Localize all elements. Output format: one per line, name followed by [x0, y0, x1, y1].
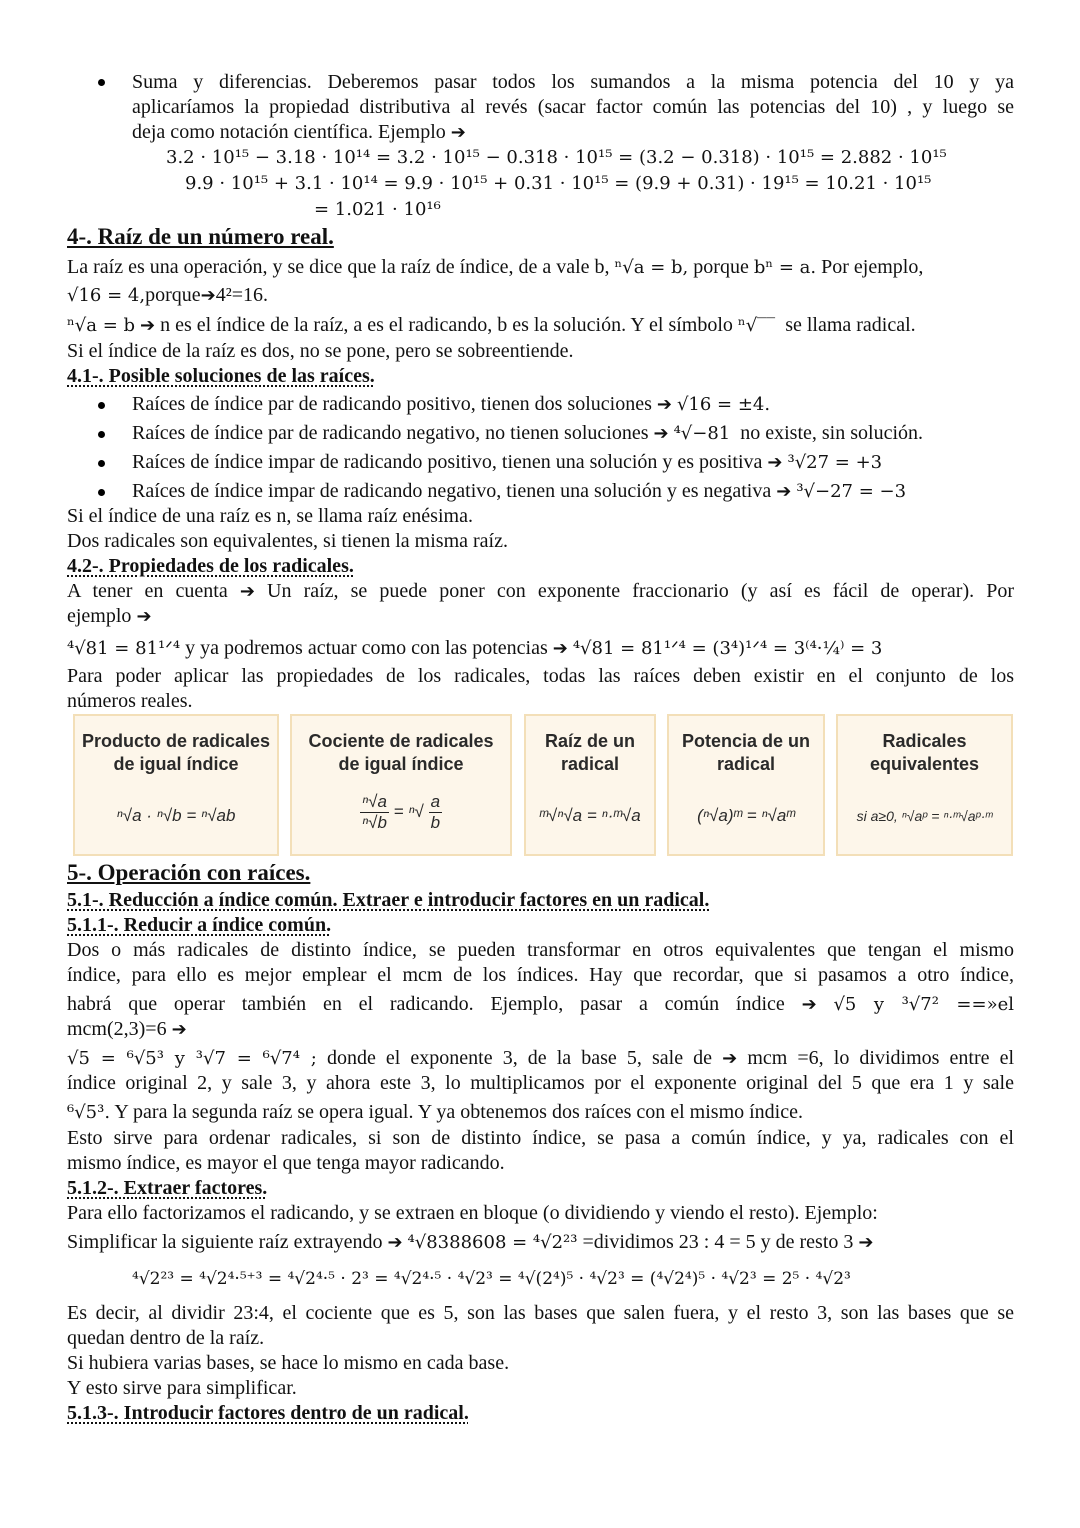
- paragraph-line: mismo índice, es mayor el que tenga mayor radicando.: [67, 1152, 505, 1174]
- property-box-root-of-radical: [524, 714, 656, 856]
- property-box-quotient: [290, 714, 512, 856]
- paragraph-line: mcm(2,3)=6 ➔: [67, 1018, 187, 1040]
- paragraph-line: Si el índice de una raíz es n, se llama raíz enésima.: [67, 505, 473, 527]
- paragraph-line: Suma y diferencias. Deberemos pasar todos los sumandos a la misma potencia del 10 y ya: [132, 71, 1014, 93]
- arrow-icon: ➔: [200, 285, 216, 306]
- paragraph-line: Y esto sirve para simplificar.: [67, 1377, 297, 1399]
- paragraph-line: Para poder aplicar las propiedades de los radicales, todas las raíces deben existir en el conjunto de los: [67, 665, 1014, 687]
- paragraph-line: índice, para ello es mejor emplear el mcm de los índices. Hay que recordar, que si pasamos a otro índice,: [67, 964, 1014, 986]
- arrow-icon: ➔: [801, 994, 817, 1015]
- property-formula: si a≥0, ⁿ√aᵖ = ⁿ·ᵐ√aᵖ·ᵐ: [856, 808, 993, 824]
- arrow-icon: ➔: [140, 315, 156, 336]
- bullet-icon: [98, 460, 105, 467]
- arrow-icon: ➔: [239, 581, 255, 602]
- paragraph-line: números reales.: [67, 690, 193, 712]
- list-item: Raíces de índice impar de radicando negativo, tienen una solución y es negativa ➔ ³√−27 = −3: [132, 480, 907, 502]
- paragraph-line: ⁶√5³. Y para la segunda raíz se opera igual. Y ya obtenemos dos raíces con el mismo índice.: [67, 1101, 803, 1123]
- property-title: Cociente de radicales de igual índice: [308, 731, 494, 774]
- section-heading: 5-. Operación con raíces.: [67, 860, 311, 885]
- paragraph-line: ejemplo ➔: [67, 605, 152, 627]
- arrow-icon: ➔: [767, 452, 783, 473]
- paragraph-line: deja como notación científica. Ejemplo ➔: [132, 121, 466, 143]
- arrow-icon: ➔: [552, 638, 568, 659]
- property-title: Potencia de un radical: [681, 731, 811, 774]
- arrow-icon: ➔: [136, 606, 152, 627]
- property-box-power-of-radical: [667, 714, 825, 856]
- paragraph-line: Para ello factorizamos el radicando, y se extraen en bloque (o dividiendo y viendo el resto). Ejemplo:: [67, 1202, 878, 1224]
- equation: ⁴√2²³ = ⁴√2⁴·⁵⁺³ = ⁴√2⁴·⁵ · 2³ = ⁴√2⁴·⁵ · ⁴√2³ = ⁴√(2⁴)⁵ · ⁴√2³ = (⁴√2⁴)⁵ · ⁴√2³ = 2⁵ · ⁴√2³: [132, 1269, 851, 1289]
- bullet-icon: [98, 489, 105, 496]
- property-formula: $\frac{\text{ⁿ√a}}{\text{ⁿ√b}}$ = ⁿ√ $\frac{a}{b}$: [361, 792, 441, 832]
- arrow-icon: ➔: [171, 1019, 187, 1040]
- property-formula: ᵐ√ⁿ√a = ⁿ·ᵐ√a: [539, 806, 641, 825]
- paragraph-line: La raíz es una operación, y se dice que la raíz de índice, de a vale b, ⁿ√a = b, porque bⁿ = a. Por ejemplo,: [67, 256, 924, 278]
- paragraph-line: Si hubiera varias bases, se hace lo mismo en cada base.: [67, 1352, 510, 1374]
- arrow-icon: ➔: [776, 481, 792, 502]
- subsection-heading: 5.1.1-. Reducir a índice común.: [67, 914, 332, 936]
- bullet-icon: [98, 402, 105, 409]
- paragraph-line: Dos o más radicales de distinto índice, se pueden transformar en otros equivalentes que tengan el mismo: [67, 939, 1014, 961]
- arrow-icon: ➔: [656, 394, 672, 415]
- list-item: Raíces de índice par de radicando negativo, no tienen soluciones ➔ ⁴√−81 no existe, sin solución.: [132, 422, 924, 444]
- property-formula: ⁿ√a · ⁿ√b = ⁿ√ab: [116, 806, 236, 825]
- equation: = 1.021 · 10¹⁶: [314, 199, 441, 220]
- property-box-equivalent-radicals: [836, 714, 1013, 856]
- subsection-heading: 4.2-. Propiedades de los radicales.: [67, 555, 354, 577]
- bullet-icon: [98, 79, 105, 86]
- paragraph-line: quedan dentro de la raíz.: [67, 1327, 265, 1349]
- subsection-heading: 5.1.3-. Introducir factores dentro de un radical.: [67, 1402, 469, 1424]
- paragraph-line: Dos radicales son equivalentes, si tienen la misma raíz.: [67, 530, 508, 552]
- arrow-icon: ➔: [653, 423, 669, 444]
- paragraph-line: aplicaríamos la propiedad distributiva al revés (sacar factor común las potencias del 10) , y luego se: [132, 96, 1014, 118]
- arrow-icon: ➔: [450, 122, 466, 143]
- list-item: Raíces de índice par de radicando positivo, tienen dos soluciones ➔ √16 = ±4.: [132, 393, 771, 415]
- property-title: Producto de radicales de igual índice: [81, 731, 271, 774]
- bullet-icon: [98, 431, 105, 438]
- paragraph-line: Si el índice de la raíz es dos, no se pone, pero se sobreentiende.: [67, 340, 574, 362]
- property-formula: (ⁿ√a)ᵐ = ⁿ√aᵐ: [697, 806, 795, 825]
- paragraph-line: habrá que operar también en el radicando. Ejemplo, pasar a común índice ➔ √5 y ³√7² ==»el: [67, 993, 1015, 1015]
- equation: 3.2 · 10¹⁵ − 3.18 · 10¹⁴ = 3.2 · 10¹⁵ − 0.318 · 10¹⁵ = (3.2 − 0.318) · 10¹⁵ = 2.882 · 10¹⁵: [166, 147, 947, 168]
- property-title: Radicales equivalentes: [869, 731, 980, 774]
- paragraph-line: A tener en cuenta ➔ Un raíz, se puede poner con exponente fraccionario (y así es fácil de operar). Por: [67, 580, 1015, 602]
- paragraph-line: Esto sirve para ordenar radicales, si son de distinto índice, se pasa a común índice, y ya, radicales con el: [67, 1127, 1014, 1149]
- arrow-icon: ➔: [387, 1232, 403, 1253]
- arrow-icon: ➔: [858, 1232, 874, 1253]
- subsection-heading: 4.1-. Posible soluciones de las raíces.: [67, 365, 375, 387]
- subsection-heading: 5.1-. Reducción a índice común. Extraer e introducir factores en un radical.: [67, 889, 710, 911]
- subsection-heading: 5.1.2-. Extraer factores.: [67, 1177, 268, 1199]
- list-item: Raíces de índice impar de radicando positivo, tienen una solución y es positiva ➔ ³√27 = +3: [132, 451, 883, 473]
- paragraph-line: índice original 2, y sale 3, y ahora este 3, lo multiplicamos por el exponente original del 5 que era 1 y sale: [67, 1072, 1014, 1094]
- paragraph-line: √5 = ⁶√5³ y ³√7 = ⁶√7⁴ ; donde el exponente 3, de la base 5, sale de ➔ mcm =6, lo dividimos entre el: [67, 1047, 1015, 1069]
- equation: 9.9 · 10¹⁵ + 3.1 · 10¹⁴ = 9.9 · 10¹⁵ + 0.31 · 10¹⁵ = (9.9 + 0.31) · 19¹⁵ = 10.21 · 10¹⁵: [185, 173, 932, 194]
- property-title: Raíz de un radical: [544, 731, 635, 774]
- property-box-product: [73, 714, 279, 856]
- paragraph-line: ⁿ√a = b ➔ n es el índice de la raíz, a es el radicando, b es la solución. Y el símbolo ⁿ√‾‾ se llama radical.: [67, 314, 916, 336]
- paragraph-line: ⁴√81 = 81¹ᐟ⁴ y ya podremos actuar como con las potencias ➔ ⁴√81 = 81¹ᐟ⁴ = (3⁴)¹ᐟ⁴ = 3⁽⁴·¼⁾ = 3: [67, 637, 883, 659]
- paragraph-line: Simplificar la siguiente raíz extrayendo ➔ ⁴√8388608 = ⁴√2²³ =dividimos 23 : 4 = 5 y de resto 3 ➔: [67, 1231, 874, 1253]
- arrow-icon: ➔: [722, 1048, 738, 1069]
- radical-symbol: ⁿ√‾‾: [737, 315, 776, 336]
- paragraph-line: Es decir, al dividir 23:4, el cociente que es 5, son las bases que salen fuera, y el resto 3, son las bases que se: [67, 1302, 1014, 1324]
- paragraph-line: √16 = 4,porque➔4²=16.: [67, 284, 268, 306]
- section-heading: 4-. Raíz de un número real.: [67, 224, 334, 249]
